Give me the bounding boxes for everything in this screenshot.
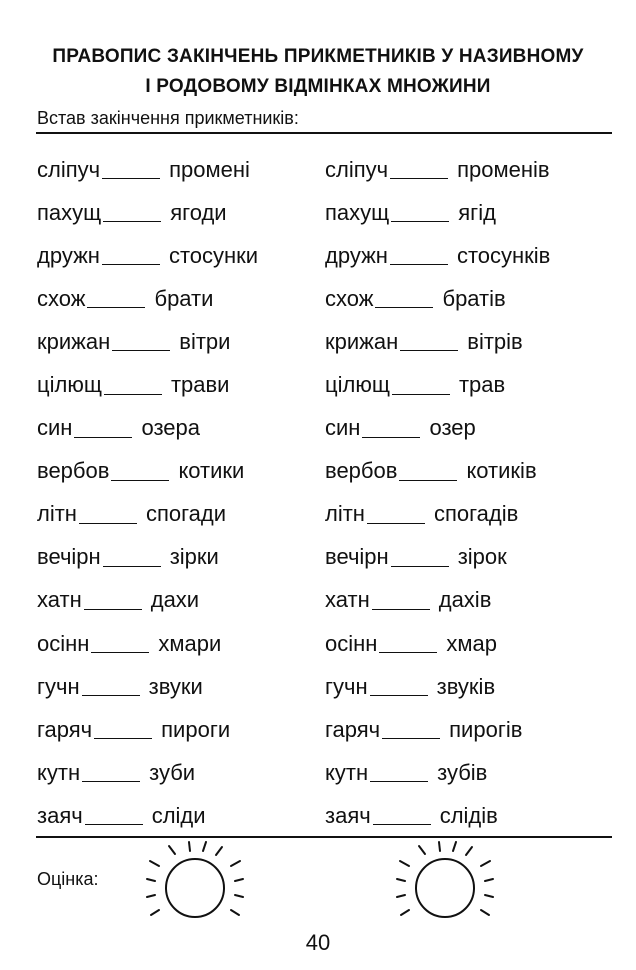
exercise-row — [37, 579, 258, 622]
exercise-row — [37, 622, 258, 665]
ending-blank[interactable] — [367, 523, 425, 524]
noun-word: зірок — [457, 544, 507, 570]
exercise-row — [37, 450, 258, 493]
adjective-stem: схож — [325, 285, 374, 311]
noun-word: дахи — [150, 587, 200, 613]
worksheet-title — [0, 42, 636, 102]
ending-blank[interactable] — [87, 307, 145, 308]
exercise-row — [37, 234, 258, 277]
page-number: 40 — [305, 930, 331, 955]
ending-blank[interactable] — [102, 178, 160, 179]
adjective-stem: вербов — [37, 458, 110, 484]
ending-blank[interactable] — [372, 609, 430, 610]
top-divider — [36, 132, 612, 134]
ending-blank[interactable] — [370, 695, 428, 696]
ending-blank[interactable] — [382, 738, 440, 739]
exercise-row — [37, 536, 258, 579]
noun-word: пироги — [161, 716, 231, 742]
ending-blank[interactable] — [379, 652, 437, 653]
adjective-stem: пахущ — [37, 199, 102, 225]
adjective-stem: літн — [325, 501, 365, 527]
exercise-row — [37, 148, 258, 191]
exercise-row — [37, 794, 258, 837]
noun-word: слідів — [439, 802, 498, 828]
noun-word: дахів — [438, 587, 492, 613]
exercise-row — [325, 450, 550, 493]
noun-word: вітрів — [467, 328, 523, 354]
adjective-stem: цілющ — [37, 372, 102, 398]
noun-word: котиків — [466, 458, 537, 484]
adjective-stem: хатн — [37, 587, 82, 613]
adjective-stem: гаряч — [325, 716, 381, 742]
exercise-row — [325, 493, 550, 536]
instruction-text: Встав закінчення прикметників: — [37, 108, 299, 128]
ending-blank[interactable] — [102, 264, 160, 265]
noun-word: сліди — [151, 802, 206, 828]
ending-blank[interactable] — [373, 824, 431, 825]
adjective-stem: гучн — [325, 673, 368, 699]
exercise-row — [37, 493, 258, 536]
exercise-row — [325, 320, 550, 363]
exercise-row — [37, 320, 258, 363]
exercise-row — [325, 751, 550, 794]
title-line-1: ПРАВОПИС ЗАКІНЧЕНЬ ПРИКМЕТНИКІВ У НАЗИВНОМУ — [52, 46, 584, 67]
adjective-stem: крижан — [37, 328, 111, 354]
noun-word: стосунки — [168, 242, 259, 268]
ending-blank[interactable] — [79, 523, 137, 524]
ending-blank[interactable] — [391, 221, 449, 222]
ending-blank[interactable] — [112, 350, 170, 351]
sun-icon — [395, 838, 495, 938]
noun-word: пирогів — [449, 716, 523, 742]
exercise-row — [325, 622, 550, 665]
noun-word: озер — [429, 415, 476, 441]
adjective-stem: гучн — [37, 673, 80, 699]
noun-word: променів — [457, 156, 550, 182]
exercise-row — [325, 579, 550, 622]
ending-blank[interactable] — [111, 480, 169, 481]
ending-blank[interactable] — [390, 264, 448, 265]
adjective-stem: пахущ — [325, 199, 390, 225]
left-exercise-column — [37, 148, 258, 838]
adjective-stem: дружн — [325, 242, 388, 268]
exercise-row — [325, 536, 550, 579]
adjective-stem: син — [325, 415, 361, 441]
exercise-row — [37, 708, 258, 751]
adjective-stem: син — [37, 415, 73, 441]
ending-blank[interactable] — [85, 824, 143, 825]
adjective-stem: сліпуч — [37, 156, 101, 182]
noun-word: котики — [178, 458, 245, 484]
title-line-2: І РОДОВОМУ ВІДМІНКАХ МНОЖИНИ — [145, 76, 491, 97]
ending-blank[interactable] — [84, 609, 142, 610]
ending-blank[interactable] — [103, 221, 161, 222]
adjective-stem: осінн — [37, 630, 90, 656]
exercise-row — [325, 277, 550, 320]
exercise-row — [325, 234, 550, 277]
noun-word: брати — [154, 285, 214, 311]
exercise-row — [37, 191, 258, 234]
noun-word: хмар — [446, 630, 498, 656]
adjective-stem: вербов — [325, 458, 398, 484]
adjective-stem: заяч — [37, 802, 83, 828]
exercise-row — [325, 148, 550, 191]
ending-blank[interactable] — [104, 394, 162, 395]
adjective-stem: заяч — [325, 802, 371, 828]
right-exercise-column — [325, 148, 550, 838]
exercise-row — [325, 794, 550, 837]
noun-word: спогади — [145, 501, 227, 527]
bottom-divider — [36, 836, 612, 838]
noun-word: звуків — [436, 673, 496, 699]
ending-blank[interactable] — [82, 781, 140, 782]
ending-blank[interactable] — [390, 178, 448, 179]
noun-word: братів — [442, 285, 506, 311]
exercise-row — [37, 751, 258, 794]
adjective-stem: схож — [37, 285, 86, 311]
adjective-stem: сліпуч — [325, 156, 389, 182]
grade-label: Оцінка: — [37, 869, 99, 889]
exercise-row — [37, 665, 258, 708]
ending-blank[interactable] — [362, 437, 420, 438]
noun-word: вітри — [179, 328, 231, 354]
noun-word: зубів — [437, 759, 488, 785]
noun-word: трав — [458, 372, 506, 398]
adjective-stem: літн — [37, 501, 77, 527]
adjective-stem: вечірн — [325, 544, 389, 570]
adjective-stem: кутн — [37, 759, 81, 785]
adjective-stem: крижан — [325, 328, 399, 354]
noun-word: звуки — [148, 673, 203, 699]
ending-blank[interactable] — [94, 738, 152, 739]
adjective-stem: осінн — [325, 630, 378, 656]
exercise-row — [37, 363, 258, 406]
ending-blank[interactable] — [370, 781, 428, 782]
noun-word: озера — [141, 415, 200, 441]
exercise-row — [325, 363, 550, 406]
adjective-stem: дружн — [37, 242, 100, 268]
noun-word: хмари — [158, 630, 222, 656]
adjective-stem: цілющ — [325, 372, 390, 398]
ending-blank[interactable] — [82, 695, 140, 696]
adjective-stem: вечірн — [37, 544, 101, 570]
exercise-row — [325, 407, 550, 450]
noun-word: зірки — [169, 544, 219, 570]
ending-blank[interactable] — [391, 566, 449, 567]
noun-word: спогадів — [433, 501, 519, 527]
exercise-row — [325, 191, 550, 234]
exercise-row — [37, 277, 258, 320]
noun-word: стосунків — [456, 242, 551, 268]
ending-blank[interactable] — [399, 480, 457, 481]
noun-word: трави — [170, 372, 230, 398]
exercise-row — [325, 665, 550, 708]
noun-word: промені — [169, 156, 250, 182]
ending-blank[interactable] — [74, 437, 132, 438]
adjective-stem: гаряч — [37, 716, 93, 742]
adjective-stem: хатн — [325, 587, 370, 613]
noun-word: зуби — [149, 759, 196, 785]
ending-blank[interactable] — [103, 566, 161, 567]
noun-word: ягід — [458, 199, 496, 225]
exercise-row — [37, 407, 258, 450]
ending-blank[interactable] — [400, 350, 458, 351]
noun-word: ягоди — [170, 199, 227, 225]
ending-blank[interactable] — [392, 394, 450, 395]
ending-blank[interactable] — [375, 307, 433, 308]
adjective-stem: кутн — [325, 759, 369, 785]
sun-icon — [145, 838, 245, 938]
exercise-row — [325, 708, 550, 751]
ending-blank[interactable] — [91, 652, 149, 653]
